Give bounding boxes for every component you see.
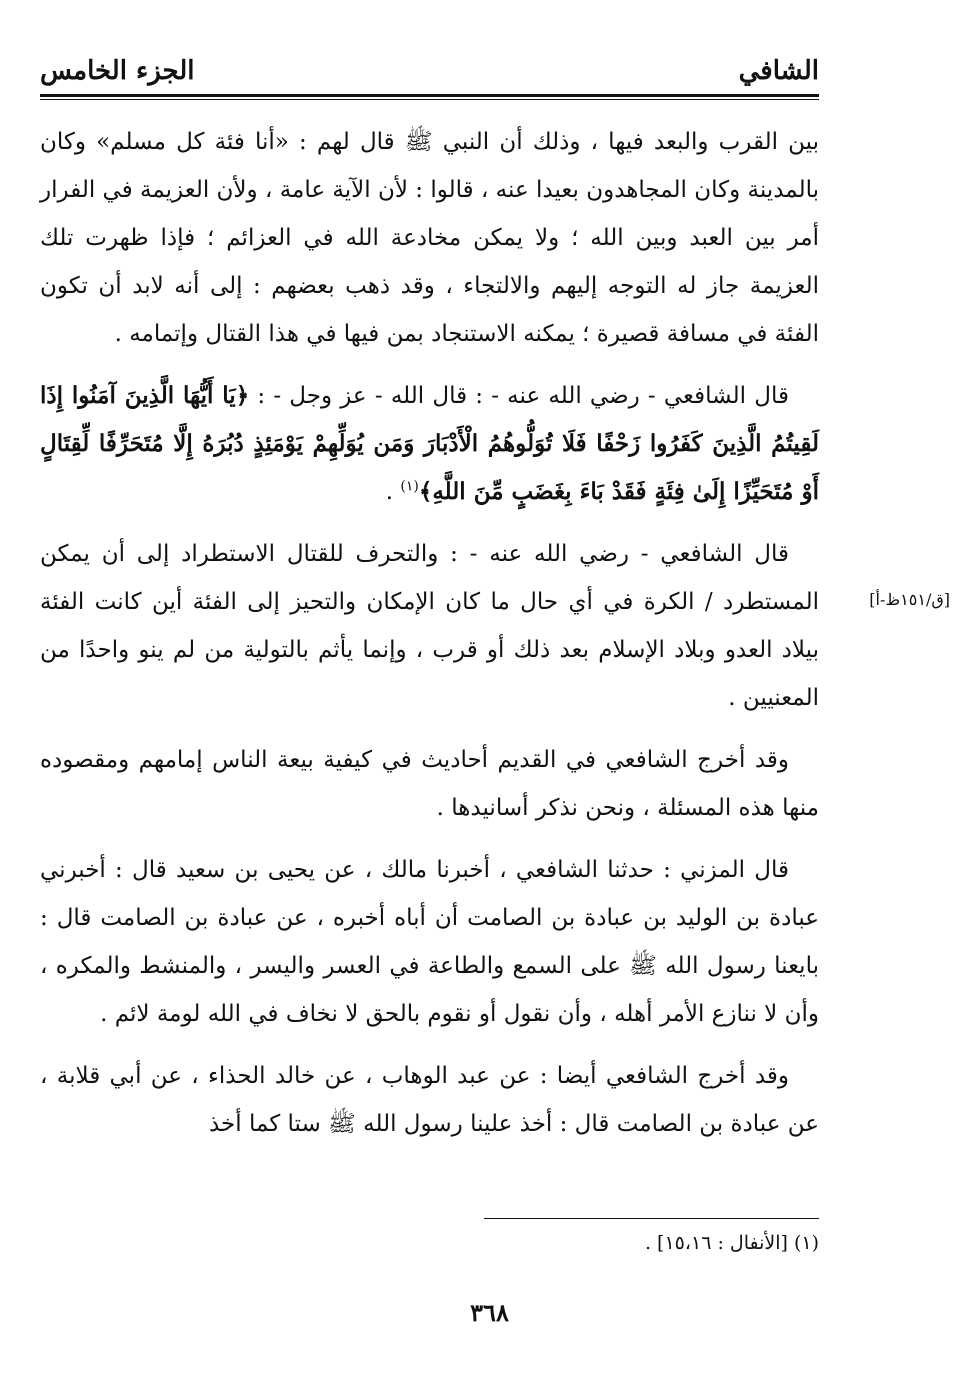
- page-number: ٣٦٨: [470, 1298, 509, 1327]
- footnote-marker: (١): [400, 478, 419, 495]
- quran-trailing: .: [385, 479, 401, 505]
- paragraph-4: وقد أخرج الشافعي في القديم أحاديث في كيفية بيعة الناس إمامهم ومقصوده منها هذه المسئلة ، ونحن نذكر أسانيدها .: [40, 747, 819, 821]
- footnote-rule: [484, 1218, 819, 1219]
- header-rule: [40, 94, 819, 97]
- main-text: [40, 118, 819, 1162]
- quran-verse: ﴿يَا أَيُّهَا الَّذِينَ آمَنُوا إِذَا لَقِيتُمُ الَّذِينَ كَفَرُوا زَحْفًا فَلَا تُوَلُّوهُمُ الْأَدْبَارَ وَمَن يُوَلِّهِمْ يَوْمَئِذٍ دُبُرَهُ إِلَّا مُتَحَرِّفًا لِّقِتَالٍ أَوْ مُتَحَيِّزًا إِلَىٰ فِئَةٍ فَقَدْ بَاءَ بِغَضَبٍ مِّنَ اللَّهِ﴾: [40, 382, 819, 505]
- paragraph-1: بين القرب والبعد فيها ، وذلك أن النبي ﷺ قال لهم : «أنا فئة كل مسلم» وكان بالمدينة وكان المجاهدون بعيدا عنه ، قالوا : لأن الآية عامة ، ولأن العزيمة في الفرار أمر بين العبد وبين الله ؛ ولا يمكن مخادعة الله في العزائم ؛ فإذا ظهرت تلك العزيمة جاز له التوجه إليهم والالتجاء ، وقد ذهب بعضهم : إلى أنه لابد أن تكون الفئة في مسافة قصيرة ؛ يمكنه الاستنجاد بمن فيها في هذا القتال وإتمامه .: [40, 129, 819, 347]
- paragraph-3: قال الشافعي - رضي الله عنه - : والتحرف للقتال الاستطراد إلى أن يمكن المستطرد / الكرة في أي حال ما كان الإمكان والتحيز إلى الفئة أين كانت الفئة بيلاد العدو وبلاد الإسلام بعد ذلك أو قرب ، وإنما يأثم بالتولية من لم ينو واحدًا من المعنيين .: [40, 541, 819, 711]
- quran-intro: قال الشافعي - رضي الله عنه - : قال الله - عز وجل - :: [257, 383, 789, 409]
- paragraph-2: [40, 372, 819, 516]
- paragraph-6: وقد أخرج الشافعي أيضا : عن عبد الوهاب ، عن خالد الحذاء ، عن أبي قلابة ، عن عبادة بن الصامت قال : أخذ علينا رسول الله ﷺ ستا كما أخذ: [40, 1063, 819, 1137]
- book-title: الشافي: [738, 56, 819, 86]
- volume-title: الجزء الخامس: [40, 56, 195, 86]
- footnote: (١) [الأنفال : ١٥،١٦] .: [644, 1232, 819, 1254]
- page-header: [40, 52, 819, 96]
- paragraph-5: قال المزني : حدثنا الشافعي ، أخبرنا مالك ، عن يحيى بن سعيد قال : أخبرني عبادة بن الوليد بن عبادة بن الصامت أن أباه أخبره ، عن عبادة بن الصامت قال : بايعنا رسول الله ﷺ على السمع والطاعة في العسر واليسر ، والمنشط والمكره ، وأن لا ننازع الأمر أهله ، وأن نقول أو نقوم بالحق لا نخاف في الله لومة لائم .: [40, 857, 819, 1027]
- manuscript-margin-note: [ق/١٥١ظ-أ]: [869, 590, 950, 609]
- header-rule-thin: [40, 99, 819, 100]
